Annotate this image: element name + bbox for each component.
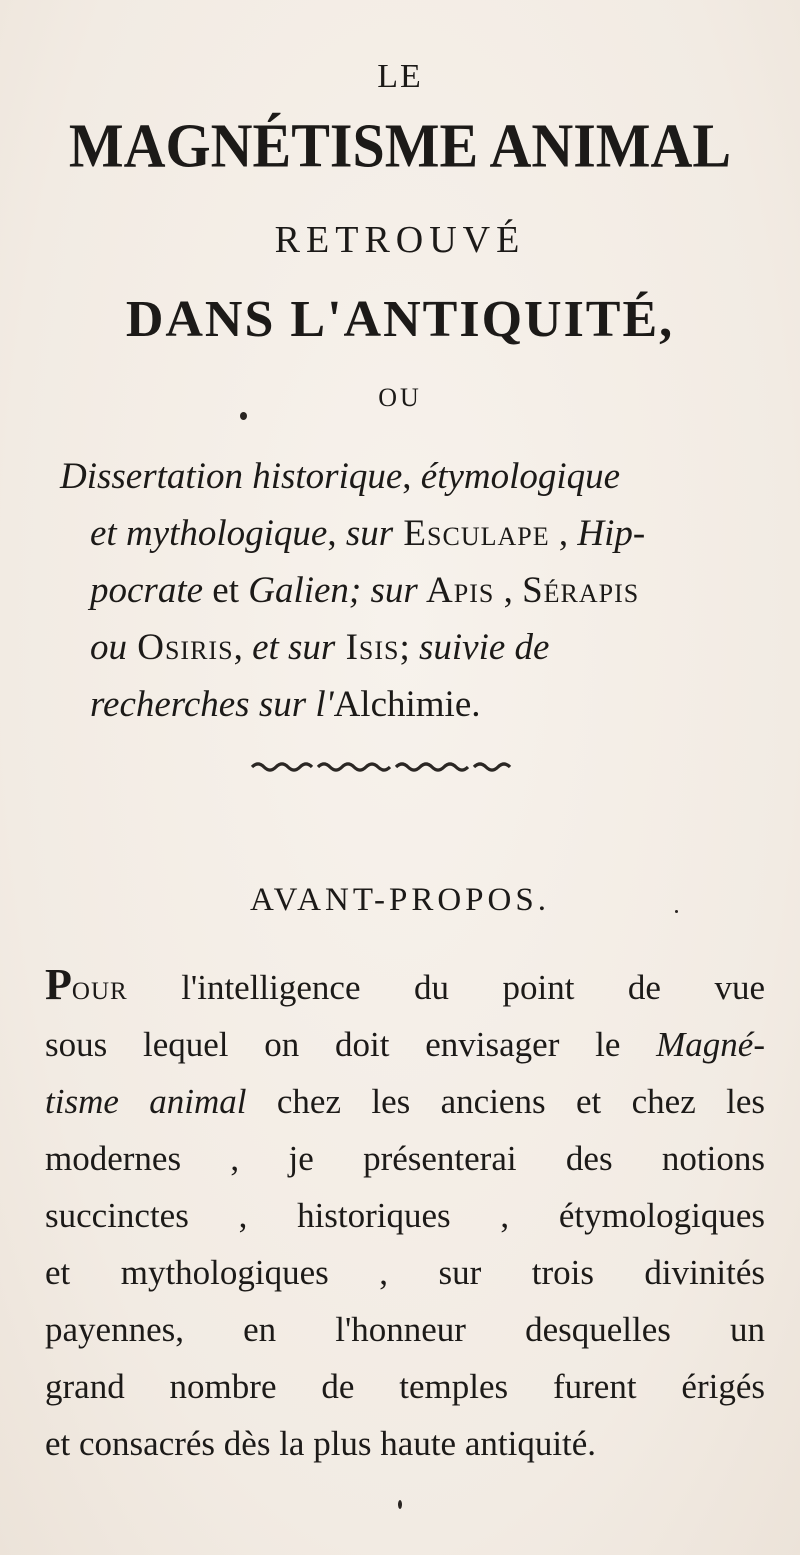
- body-line-4: modernes , je présenterai des notions: [45, 1139, 765, 1178]
- body-line-3: [45, 1073, 765, 1130]
- ink-speck: [240, 412, 247, 420]
- subtitle-name-serapis: Sérapis: [522, 570, 640, 611]
- subtitle-line-5: [60, 676, 750, 733]
- title-article: LE: [377, 58, 423, 95]
- subtitle-text: ;: [399, 627, 419, 668]
- subtitle-text: Hip-: [577, 513, 646, 554]
- subtitle-text: Dissertation historique: [60, 456, 403, 497]
- subtitle-name-osiris: Osiris: [127, 627, 234, 668]
- subtitle-name-isis: Isis: [335, 627, 400, 668]
- body-text: sous lequel on doit envisager le: [45, 1025, 657, 1064]
- subtitle-text: ,: [494, 570, 523, 611]
- body-line-8: grand nombre de temples furent érigés: [45, 1367, 765, 1406]
- subtitle-text: suivie de: [419, 627, 550, 668]
- body-line-5: succinctes , historiques , étymologiques: [45, 1196, 765, 1235]
- drop-cap: P: [45, 960, 72, 1009]
- body-text: tisme animal: [45, 1082, 247, 1121]
- body-text: Magné-: [656, 1025, 765, 1064]
- body-paragraph: [45, 956, 765, 1472]
- subtitle-line-1: [60, 448, 750, 505]
- title-ou: OU: [378, 383, 422, 412]
- subtitle-text: et mythologique: [90, 513, 328, 554]
- subtitle-text: Alchimie.: [333, 684, 481, 725]
- body-line-2: [45, 1016, 765, 1073]
- subtitle-text: pocrate: [90, 570, 204, 611]
- body-text: chez les anciens et chez les: [246, 1082, 765, 1121]
- subtitle-name-apis: Apis: [417, 570, 495, 611]
- title-main: MAGNÉTISME ANIMAL: [68, 110, 732, 181]
- subtitle-text: sur: [345, 513, 394, 554]
- subtitle-text: ,: [549, 513, 578, 554]
- subtitle-text: ,: [402, 456, 421, 497]
- title-retrouve: RETROUVÉ: [274, 219, 526, 261]
- section-heading: AVANT-PROPOS.: [250, 882, 550, 918]
- subtitle-line-2: [60, 505, 750, 562]
- title-antiquite: DANS L'ANTIQUITÉ,: [125, 291, 675, 348]
- ornament-divider: [248, 760, 518, 774]
- subtitle-line-4: [60, 619, 750, 676]
- body-line-6: et mythologiques , sur trois divinités: [45, 1253, 765, 1292]
- body-line-9: et consacrés dès la plus haute antiquité.: [45, 1424, 597, 1463]
- subtitle-line-3: [60, 562, 750, 619]
- body-text: our: [71, 968, 128, 1007]
- subtitle-text: étymologique: [420, 456, 621, 497]
- body-line-1: [45, 956, 765, 1016]
- ink-speck: [675, 910, 678, 913]
- subtitle-text: recherches sur l': [90, 684, 334, 725]
- subtitle-text: Galien; sur: [248, 570, 418, 611]
- subtitle-text: ou: [90, 627, 127, 668]
- subtitle-text: et sur: [252, 627, 336, 668]
- subtitle-text: et: [203, 570, 249, 611]
- subtitle-text: ,: [327, 513, 346, 554]
- subtitle-block: [60, 448, 750, 733]
- body-text: l'intelligence du point de vue: [127, 968, 765, 1007]
- ink-speck: [398, 1500, 402, 1509]
- subtitle-name-esculape: Esculape: [393, 513, 550, 554]
- body-line-7: payennes, en l'honneur desquelles un: [45, 1310, 765, 1349]
- subtitle-text: ,: [233, 627, 253, 668]
